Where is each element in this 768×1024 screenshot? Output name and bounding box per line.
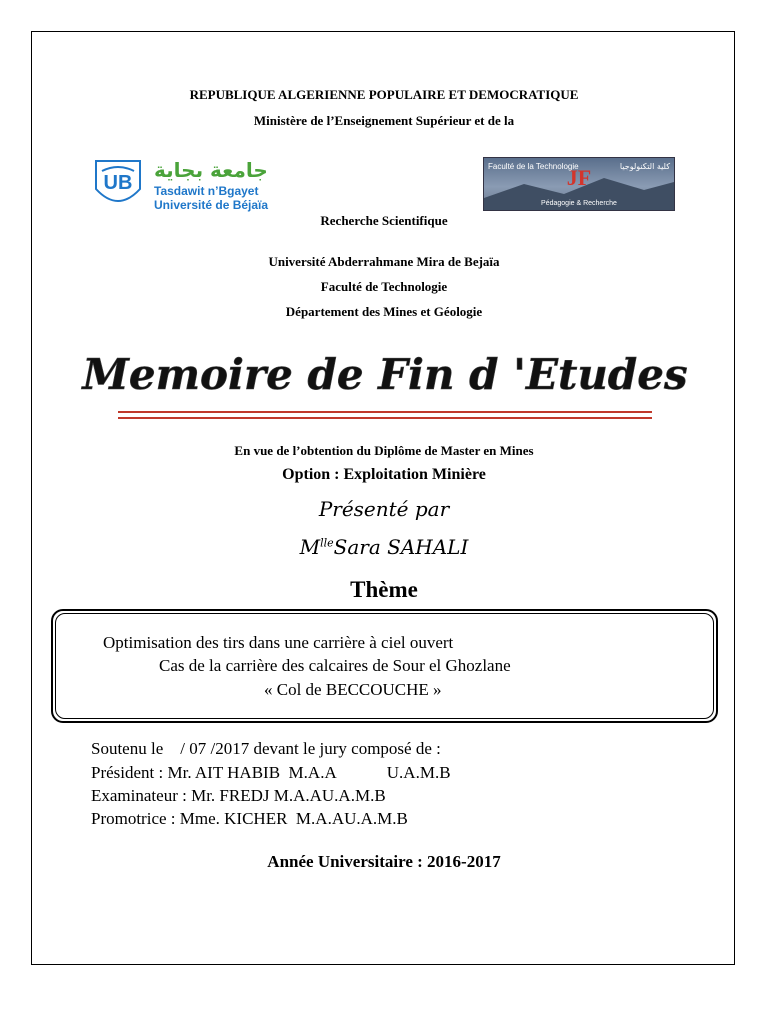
university-logo	[92, 155, 282, 215]
ministry-heading: Ministère de l’Enseignement Supérieur et de la	[253, 113, 515, 128]
option-text: Option : Exploitation Minière	[282, 466, 486, 483]
republic-heading: REPUBLIQUE ALGERIENNE POPULAIRE ET DEMOCRATIQUE	[189, 87, 579, 102]
faculty-logo-label-fr: Faculté de la Technologie	[488, 162, 579, 171]
examinateur-line: Examinateur : Mr. FREDJ M.A.AU.A.M.B	[91, 786, 386, 805]
soutenu-line: Soutenu le / 07 /2017 devant le jury composé de :	[91, 739, 441, 758]
memoire-title	[82, 345, 688, 400]
faculty-logo	[483, 157, 675, 211]
faculty-logo-motto: Pédagogie & Recherche	[541, 200, 617, 207]
svg-text:UB: UB	[103, 172, 133, 194]
author-prefix: M	[299, 535, 321, 559]
theme-line-1: Optimisation des tirs dans une carrière à ciel ouvert	[103, 633, 454, 652]
theme-label: Thème	[350, 577, 418, 602]
faculty-name: Faculté de Technologie	[320, 279, 448, 294]
president-line: Président : Mr. AIT HABIB M.A.A U.A.M.B	[91, 763, 451, 782]
promotrice-line: Promotrice : Mme. KICHER M.A.AU.A.M.B	[91, 809, 408, 828]
memoire-title-text: Memoire de Fin d 'Etudes	[82, 350, 688, 399]
logo-line1: Tasdawit n’Bgayet	[154, 184, 259, 198]
theme-line-3: « Col de BECCOUCHE »	[264, 680, 442, 699]
presente-par: Présenté par	[318, 497, 450, 521]
author-full-name: Sara SAHALI	[333, 535, 469, 559]
university-name: Université Abderrahmane Mira de Bejaïa	[268, 254, 500, 269]
logo-arabic-text: جامعة بجاية	[154, 158, 268, 182]
title-rule-bottom	[118, 417, 652, 419]
department-name: Département des Mines et Géologie	[285, 304, 483, 319]
annee-universitaire: Année Universitaire : 2016-2017	[267, 852, 501, 871]
title-rule-top	[118, 411, 652, 413]
svg-text:JF: JF	[566, 165, 592, 190]
author-name	[0, 535, 768, 559]
research-heading: Recherche Scientifique	[320, 213, 448, 228]
theme-line-2: Cas de la carrière des calcaires de Sour el Ghozlane	[159, 656, 511, 675]
obtention-text: En vue de l’obtention du Diplôme de Master en Mines	[234, 443, 534, 458]
author-superscript: lle	[320, 536, 334, 550]
faculty-logo-label-ar: كلية التكنولوجيا	[619, 162, 670, 171]
logo-line2: Université de Béjaïa	[154, 198, 269, 212]
